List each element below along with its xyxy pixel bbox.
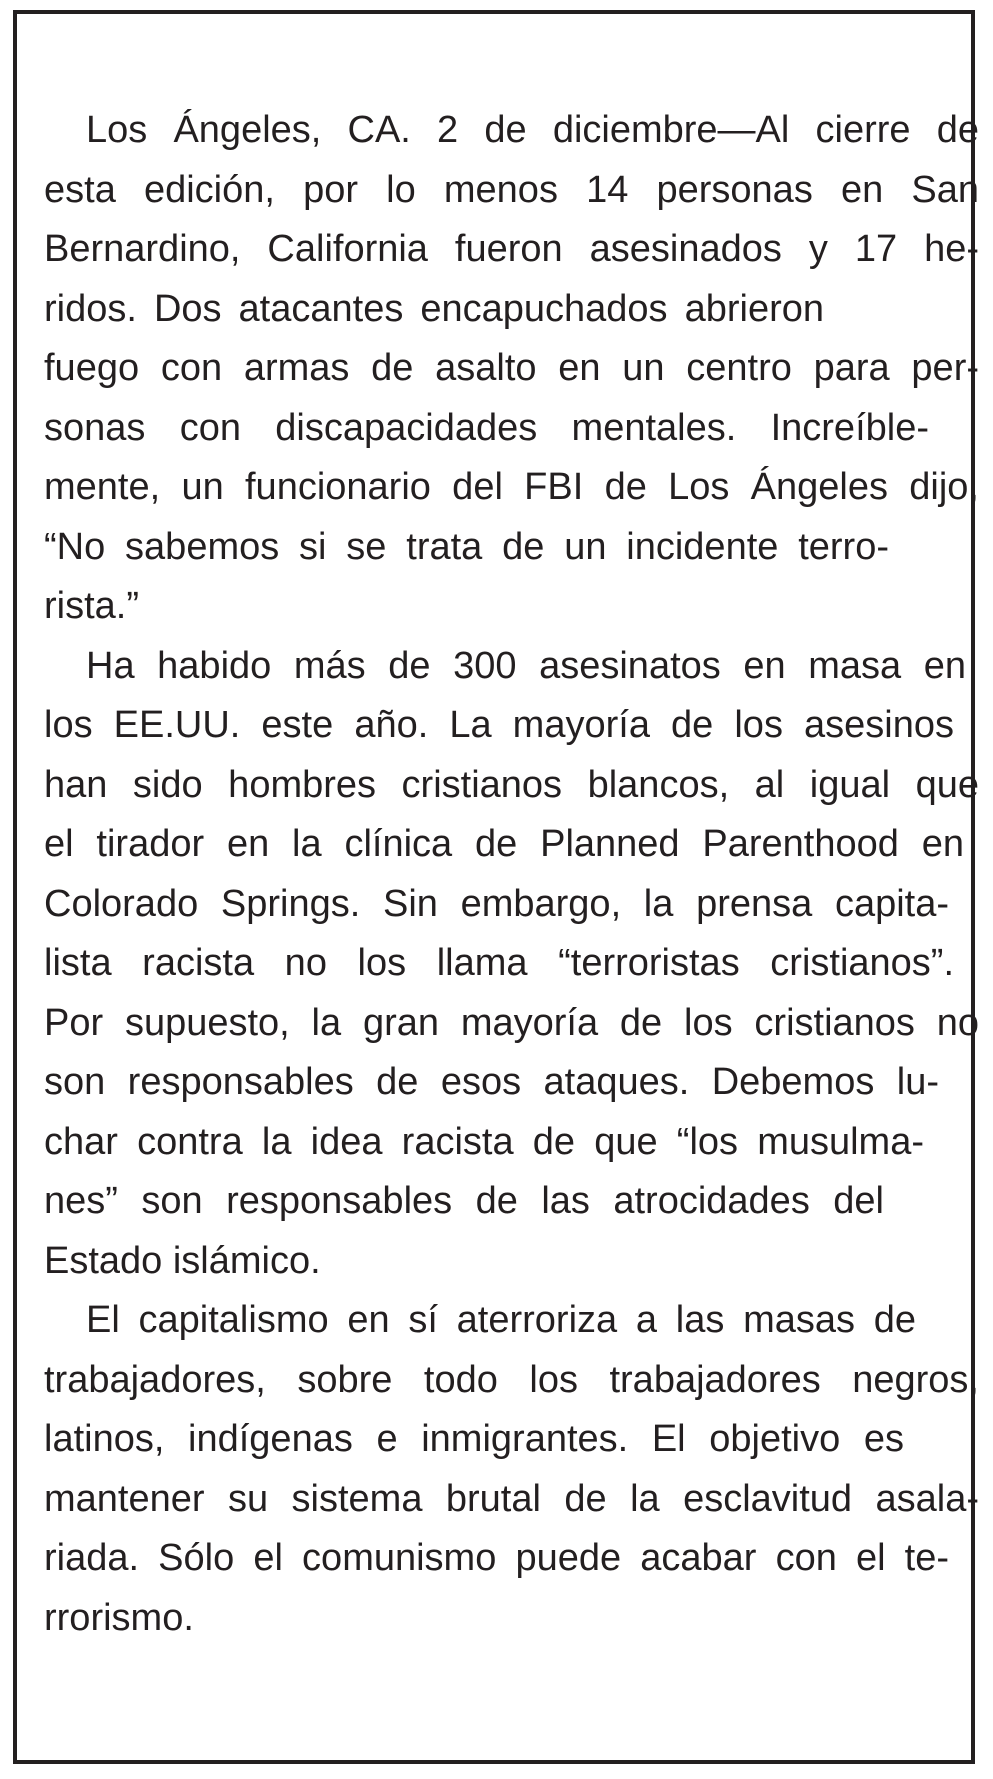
text-line: lista racista no los llama “terroristas cristianos”. <box>44 942 954 984</box>
text-line: Bernardino, California fueron asesinados y 17 he- <box>44 228 979 270</box>
text-line: el tirador en la clínica de Planned Parenthood en <box>44 823 964 865</box>
text-line: rista.” <box>44 585 139 627</box>
text-line: Estado islámico. <box>44 1239 321 1282</box>
text-line: Colorado Springs. Sin embargo, la prensa capita- <box>44 882 949 925</box>
text-line: rrorismo. <box>44 1596 194 1639</box>
text-line: Los Ángeles, CA. 2 de diciembre—Al cierre de <box>86 109 979 151</box>
text-line: trabajadores, sobre todo los trabajadores negros, <box>44 1358 979 1401</box>
article-box <box>13 10 979 1764</box>
text-line: “No sabemos si se trata de un incidente terro- <box>44 525 889 568</box>
paragraph-1 <box>44 101 979 637</box>
text-line: han sido hombres cristianos blancos, al igual que <box>44 763 979 806</box>
text-line: mente, un funcionario del FBI de Los Ángeles dijo, <box>44 466 979 508</box>
paragraph-2 <box>44 637 979 1292</box>
text-line: char contra la idea racista de que “los musulma- <box>44 1120 924 1163</box>
text-line: los EE.UU. este año. La mayoría de los asesinos <box>44 704 954 746</box>
text-line: Por supuesto, la gran mayoría de los cristianos no <box>44 1001 979 1044</box>
text-line: Ha habido más de 300 asesinatos en masa en <box>86 644 966 687</box>
text-line: riada. Sólo el comunismo puede acabar con el te- <box>44 1537 949 1579</box>
text-line: nes” son responsables de las atrocidades del <box>44 1180 884 1222</box>
text-line: ridos. Dos atacantes encapuchados abrieron <box>44 287 824 330</box>
text-line: son responsables de esos ataques. Debemos lu- <box>44 1061 939 1103</box>
text-line: El capitalismo en sí aterroriza a las masas de <box>86 1299 916 1341</box>
text-line: mantener su sistema brutal de la esclavitud asala- <box>44 1477 979 1520</box>
text-line: sonas con discapacidades mentales. Increíble- <box>44 406 929 449</box>
paragraph-3 <box>44 1291 979 1648</box>
text-line: fuego con armas de asalto en un centro para per- <box>44 347 979 389</box>
article-body <box>44 101 979 1648</box>
text-line: latinos, indígenas e inmigrantes. El objetivo es <box>44 1418 904 1460</box>
text-line: esta edición, por lo menos 14 personas en San <box>44 168 979 211</box>
